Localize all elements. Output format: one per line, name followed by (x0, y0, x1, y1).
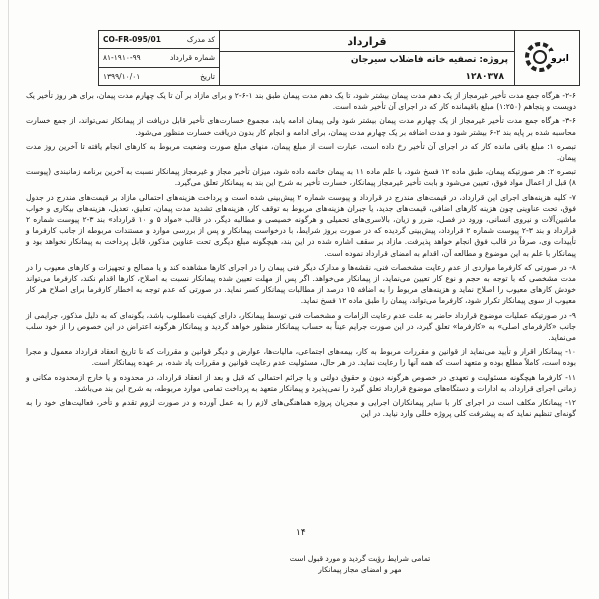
clause-7: ۷- کلیه هزینه‌های اجرای این قرارداد، در قیمت‌های مندرج در قرارداد و پیوست شماره ۲ پیش‌بینی شده است و پرداخت هزینه‌های احتمالی مازاد بر قیمت‌های مندرج در جدول فوق، تحت عناوینی چون هزینه کارهای اضافی، قیمت‌های جدید، یا جبران هزینه‌های مربوط به توقف کار، هزینه‌های تشدید مدت پیمان، تعلیق، تعدیل، هزینه‌های بیکاری و خواب ماشین‌آلات و نیروی انسانی، ورود در فصل، ضرر و زیان، بالاسری‌های تحمیلی و هرگونه خصیصی و مطالبه دیگر، در قالب «مواد ۵ و ۱۰ قرارداد» بند ۳-۲ پیوست شماره ۲ قرارداد و بند ۳-۲ پیوست شماره ۲ قرارداد، پیش‌بینی گردیده که در صورت بروز شرایط، با درخواست پیمانکار و پس از بررسی موارد و مستندات مربوطه از جانب کارفرما و تأییدات وی، صرفاً در قالب فوق انجام خواهد پذیرفت. مازاد بر سقف اشاره شده در این بند، هیچگونه مبلغ دیگری تحت عناوین مذکور، قابل پرداخت به پیمانکار نخواهد بود و پیمانکار با علم به این موضوع و مطالعه آن، اقدام به امضای قرارداد نموده است. (26, 192, 577, 258)
clause-10: ۱۰- پیمانکار اقرار و تأیید می‌نماید از قوانین و مقررات مربوط به کار، بیمه‌های اجتماعی، مالیات‌ها، عوارض و دیگر قوانین و مقررات که تا تاریخ انعقاد قرارداد معمول و مجرا بوده است، کاملاً مطلع بوده و متعهد است که همه آنها را رعایت نماید. در هر حال، مسئولیت عدم رعایت قوانین و مقررات یاد شده، بر عهده پیمانکار است. (26, 347, 576, 368)
document-body (26, 90, 576, 422)
title-cell (219, 31, 514, 85)
code-cell (99, 31, 219, 85)
doc-code-label: کد مدرک (186, 35, 215, 45)
scan-edge (8, 0, 9, 599)
clause-6-3: ۳-۶- هرگاه جمع مدت تأخیر غیرمجاز از یک چهارم مدت پیمان بیشتر شود ولی پیمان ادامه یابد، مجموع خسارت‌های تأخیر قابل دریافت از پیمانکار نمی‌تواند، از جمع خسارت محاسبه شده بر پایه بند ۲-۶ بیشتر شود و مدت اضافه بر یک چهارم مدت پیمان، برای ادامه و انجام کار بدون دریافت خسارت منظور می‌شود. (26, 116, 576, 137)
number-row (220, 69, 514, 86)
project-label: پروژه: (479, 55, 508, 66)
doc-code: CO-FR-095/01 (103, 35, 161, 45)
document-title: قرارداد (220, 31, 514, 52)
date-label: تاریخ (200, 71, 215, 81)
project-row (220, 52, 514, 69)
note-1: تبصره ۱: مبلغ باقی مانده کار که در اجرای آن تأخیر رخ داده است، عبارت است از مبلغ پیمان، منهای مبلغ صورت وضعیت مربوط به کارهای انجام یافته تا آخرین روز مدت پیمان. (26, 141, 576, 163)
clause-8: ۸- در صورتی که کارفرما مواردی از عدم رعایت مشخصات فنی، نقشه‌ها و مدارک دیگر فنی پیمان را در اجرای کارها مشاهده کند و یا مصالح و تجهیزات و کارهای معیوب را در مدت مشخصی که با توجه به حجم و نوع کار تعیین می‌نماید، از پیمانکار می‌خواهد. اگر پس از مهلت تعیین شده پیمانکار نسبت به اصلاح، کارها اقدام نکند، کارفرما می‌تواند خودش کارهای معیوب را اصلاح نماید و هزینه‌های مربوط را به اضافه ۱۵ درصد از مطالبات پیمانکار کسر نماید. در صورتی که عدم توجه به اخطار کارفرما برای اصلاح هر کار معیوب از سوی پیمانکار تکرار شود، کارفرما می‌تواند، پیمان را طبق ماده ۱۲ فسخ نماید. (26, 262, 576, 306)
note-2: تبصره ۲: هر صورتیکه پیمان، طبق ماده ۱۲ فسخ شود، با علم ماده ۱۱ به پیمان خاتمه داده شود، میزان تأخیر مجاز و غیرمجاز پیمانکار نسبت به آخرین برنامه زمانبندی (پیوست ۸) قبل از اعمال مواد فوق، تعیین می‌شود و بابت تأخیر غیرمجاز پیمانکار، خسارت تأخیر به شرح این بند به پیمانکار تعلق می‌گیرد. (26, 167, 576, 188)
company-logo (514, 31, 579, 85)
document-header (98, 30, 580, 86)
page-number: ۱۴ (296, 528, 306, 538)
contract-no-label: شماره قرارداد (169, 53, 215, 63)
date-row (99, 68, 219, 85)
logo-text: ابرو (551, 54, 569, 64)
doc-code-row (99, 31, 219, 49)
contract-no: ۸۱-۱۹۱۰-۹۹ (103, 53, 141, 63)
acceptance-line: تمامی شرایط رؤیت گردید و مورد قبول است (289, 554, 431, 563)
project-number: ۱۲۸۰۳۷۸ (465, 71, 504, 82)
project-name: تصفیه خانه فاضلاب سیرجان (350, 55, 477, 66)
date-value: ۱۳۹۹/۱۰/۰۱ (103, 71, 141, 81)
clause-9: ۹- در صورتیکه عملیات موضوع قرارداد حاضر به علت عدم رعایت الزامات و مشخصات فنی توسط پیمانکار، دارای کیفیت نامطلوب باشد، بگونه‌ای که به دلیل مذکور، جرایمی از جانب «کارفرمای اصلی» به «کارفرما» تعلق گیرد، در این صورت جرایم عیناً به حساب پیمانکار منظور خواهد گردید و پیمانکار هرگونه اعتراض در این خصوص را از خود سلب می‌نماید. (26, 310, 576, 343)
signature-footer (280, 553, 440, 575)
gear-logo-icon (520, 35, 574, 81)
clause-11: ۱۱- کارفرما هیچگونه مسئولیت و تعهدی در خصوص هرگونه دیون و حقوق دولتی و یا جرائم احتمالی که قبل و بعد از انعقاد قرارداد، در محدوده و یا خارج ازمحدوده مکانی و زمانی اجرای قرارداد، به ادارات و دستگاه‌های موضوع قرارداد تعلق گیرد را نمی‌پذیرد و پیمانکار متعهد به پرداخت تمامی موارد مربوطه، به شرح این بند می‌باشد. (26, 372, 576, 393)
clause-12: ۱۲- پیمانکار مکلف است در اجرای کار با سایر پیمانکاران اجرایی و مجریان پروژه هماهنگی‌های لازم را به عمل آورده و در صورت لزوم تقدم و تأخر، فعالیت‌های خود را به گونه‌ای تنظیم نماید که به پیشرفت کلی پروژه خللی وارد نیاید. در این (26, 398, 576, 419)
signature-line: مهر و امضای مجاز پیمانکار (318, 565, 402, 574)
contract-no-row (99, 49, 219, 67)
clause-6-2: ۲-۶- هرگاه جمع مدت تأخیر غیرمجاز از یک دهم مدت پیمان بیشتر شود، تا یک دهم مدت پیمان طبق بند ۱-۶-۲ و برای مازاد بر آن تا یک چهارم مدت پیمان، برای هر روز تأخیر یک دویست و پنجاهم (۱:۲۵۰) مبلغ باقیمانده کار که در اجرای آن تأخیر شده است. (26, 91, 576, 112)
